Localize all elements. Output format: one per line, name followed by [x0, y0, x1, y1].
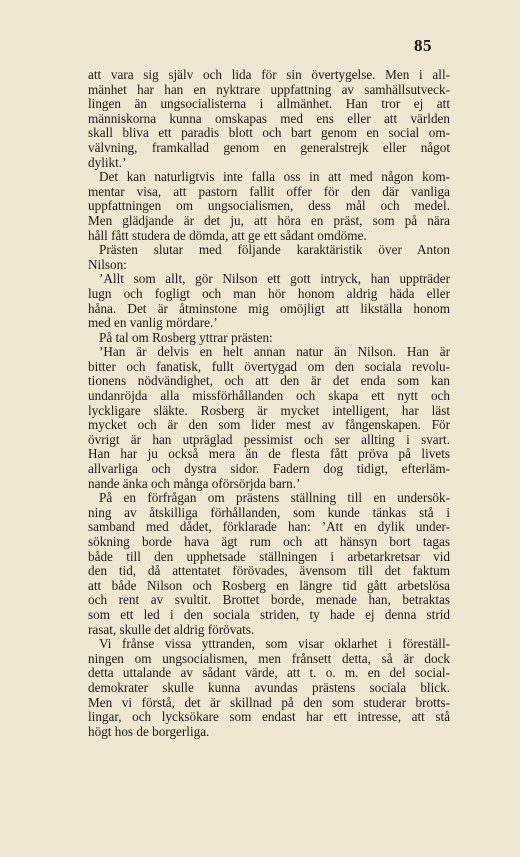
text-line: Nilson:: [88, 256, 127, 272]
text-line: ’Allt som allt, gör Nilson ett gott intryck, han uppträder: [99, 271, 450, 287]
text-line: människorna kunna omskapas med ens eller att världen: [88, 110, 450, 126]
text-line: lugn och fogligt och man hör honom aldrig häda eller: [88, 285, 450, 301]
body-text: [88, 68, 450, 739]
text-line: ningen om ungsocialismen, men frånsett detta, så är dock: [88, 650, 450, 666]
text-line: Det kan naturligtvis inte falla oss in att med någon kom-: [99, 169, 450, 185]
text-line: uppfattningen om ungsocialismen, dess mål och medel.: [88, 198, 450, 214]
text-line: Vi frånse vissa yttranden, som visar oklarhet i föreställ-: [99, 636, 450, 652]
text-line: och rent av svultit. Brottet borde, menade han, betraktas: [88, 592, 450, 608]
text-line: med en vanlig mördare.’: [88, 315, 218, 331]
text-line: Men vi förstå, det är skillnad på den som studerar brotts-: [88, 694, 450, 710]
text-line: högt hos de borgerliga.: [88, 723, 210, 739]
text-line: samband med dådet, förklarade han: ’Att en dylik under-: [88, 519, 450, 535]
text-line: Prästen slutar med följande karaktäristik över Anton: [99, 242, 450, 258]
text-line: dylikt.’: [88, 154, 127, 170]
text-line: På en förfrågan om prästens ställning till en undersök-: [99, 490, 450, 506]
text-line: mänhet har han en nyktrare uppfattning av samhällsutveck-: [88, 81, 450, 97]
text-line: välvning, framkallad genom en generalstrejk eller något: [88, 139, 450, 155]
text-line: tionens nödvändighet, och att den är det enda som kan: [88, 373, 450, 389]
text-line: den tid, då attentatet förövades, ävensom till det faktum: [88, 563, 450, 579]
text-line: detta uttalande av sådant värde, att t. o. m. en del social-: [88, 665, 450, 681]
text-line: lingen än ungsocialisterna i allmänhet. Han tror ej att: [88, 96, 450, 112]
text-line: skall bliva ett paradis blott och bart genom en social om-: [88, 125, 450, 141]
text-line: mycket och är den som lider mest av fångenskapen. För: [88, 417, 450, 433]
text-line: sökning borde hava ägt rum och att hänsyn bort tagas: [88, 534, 450, 549]
text-line: ’Han är delvis en helt annan natur än Nilson. Han är: [99, 344, 450, 360]
text-line: håll fått studera de dömda, att ge ett sådant omdöme.: [88, 227, 367, 243]
text-line: håna. Det är åtminstone mig omöjligt att likställa honom: [88, 300, 450, 316]
text-line: Men glädjande är det ju, att höra en präst, som på nära: [88, 212, 450, 228]
text-line: ning av åtskilliga förhållanden, som kunde tänkas stå i: [88, 504, 450, 520]
text-line: mentar visa, att pastorn fallit offer för den där vanliga: [88, 183, 450, 199]
text-line: lingar, och lycksökare som endast har ett intresse, att stå: [88, 709, 450, 725]
text-line: att vara sig själv och lida för sin övertygelse. Men i all-: [88, 67, 450, 82]
paragraph: [88, 331, 450, 346]
paragraph: [88, 68, 450, 170]
text-line: bitter och fanatisk, fullt övertygad om den sociala revolu-: [88, 358, 450, 374]
text-line: demokrater skulle kunna avundas prästens sociala blick.: [88, 679, 450, 695]
text-line: nande änka och många oförsörjda barn.’: [88, 475, 301, 491]
paragraph: [88, 637, 450, 739]
text-line: lyckligare släkte. Rosberg är mycket intelligent, har läst: [88, 402, 450, 418]
text-line: som ett led i den sociala striden, ty hade ej denna strid: [88, 606, 450, 622]
paragraph: [88, 345, 450, 491]
paragraph: [88, 170, 450, 243]
text-line: Han har ju också mera än de flesta fått pröva på livets: [88, 446, 450, 462]
text-line: allvarliga och dystra sidor. Fadern dog tidigt, efterläm-: [88, 461, 450, 477]
text-line: rasat, skulle det aldrig förövats.: [88, 621, 255, 637]
paragraph: [88, 243, 450, 272]
text-line: övrigt är han utpräglad pessimist och ser allting i svart.: [88, 431, 450, 447]
text-line: På tal om Rosberg yttrar prästen:: [99, 329, 273, 345]
text-line: både till den upphetsade ställningen i arbetarkretsar vid: [88, 548, 450, 564]
text-line: att både Nilson och Rosberg en längre tid gått arbetslösa: [88, 577, 450, 593]
paragraph: [88, 272, 450, 330]
text-line: undanröjda alla missförhållanden och skapa ett nytt och: [88, 388, 450, 404]
page-number: 85: [414, 36, 432, 55]
paragraph: [88, 491, 450, 637]
